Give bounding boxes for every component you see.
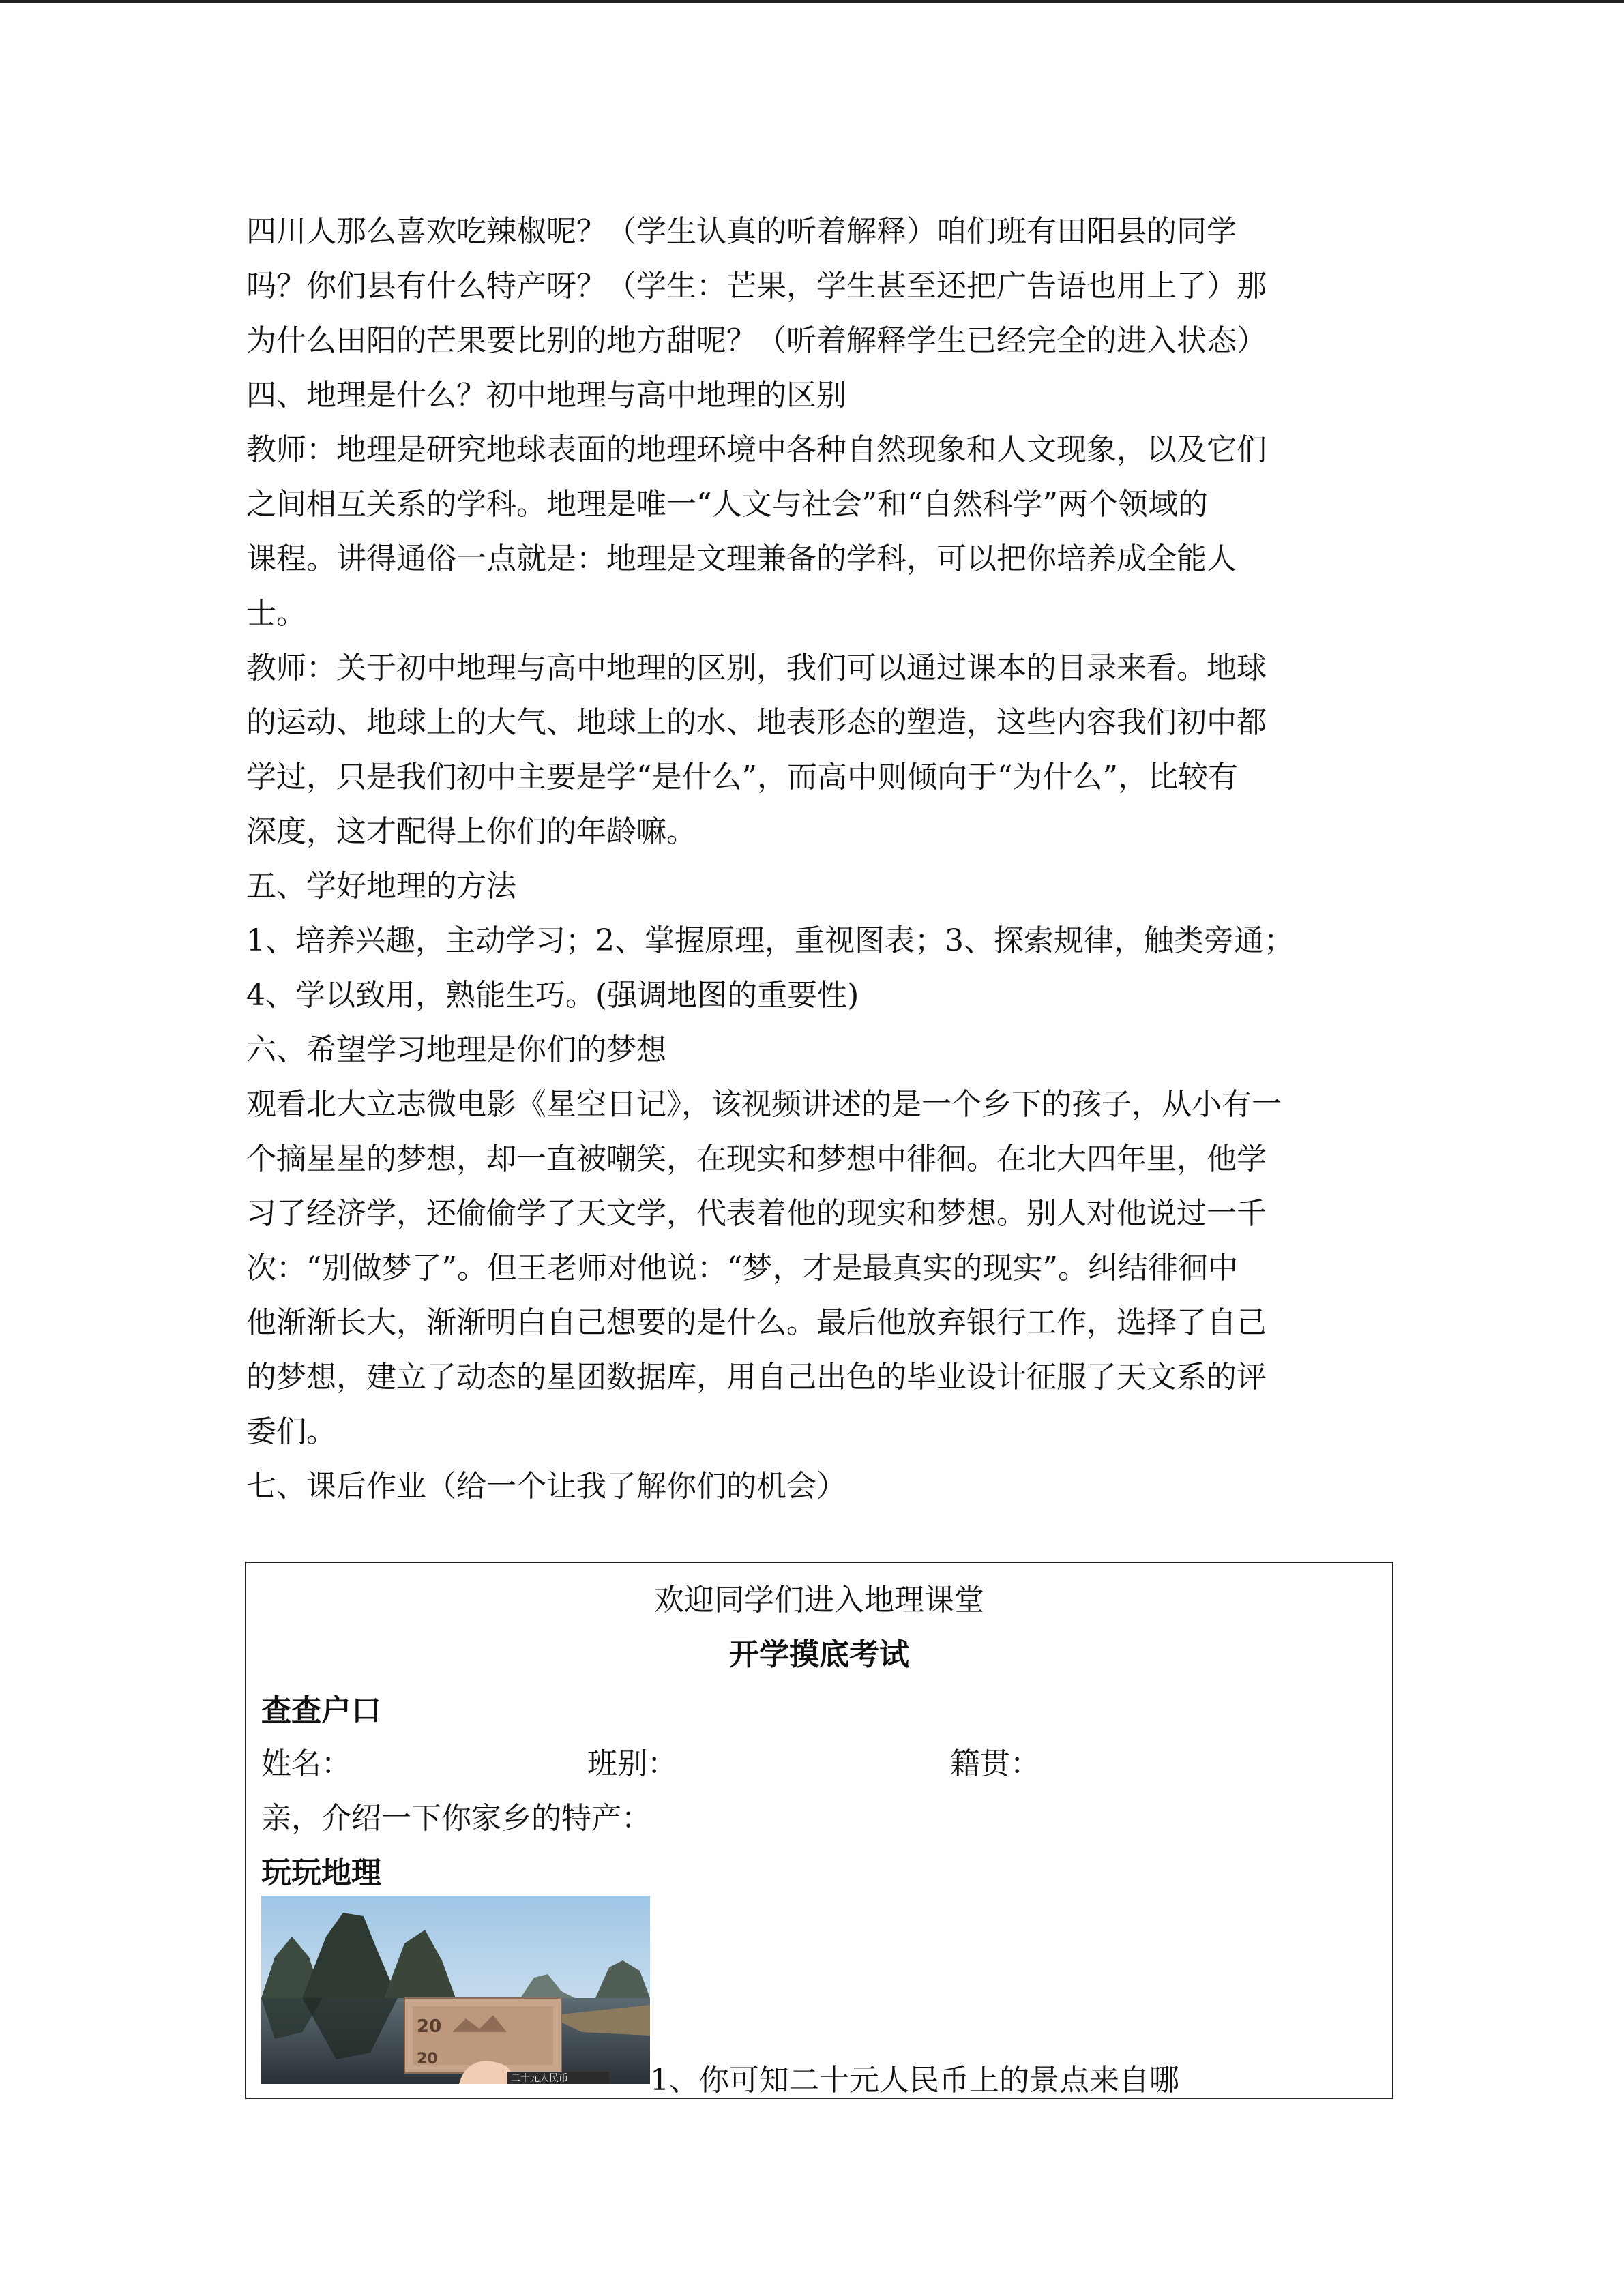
text-line: 教师：地理是研究地球表面的地理环境中各种自然现象和人文现象，以及它们	[246, 432, 1267, 467]
page-top-border	[0, 0, 1624, 3]
text-line: 习了经济学，还偷偷学了天文学，代表着他的现实和梦想。别人对他说过一千	[246, 1196, 1267, 1231]
worksheet-welcome: 欢迎同学们进入地理课堂	[654, 1583, 984, 1617]
text-line: 次：“别做梦了”。但王老师对他说：“梦，才是最真实的现实”。纠结徘徊中	[246, 1251, 1238, 1285]
text-line: 深度，这才配得上你们的年龄嘛。	[246, 814, 696, 849]
paragraph	[246, 1023, 1392, 1077]
text-line: 1、培养兴趣，主动学习；2、掌握原理，重视图表；3、探索规律，触类旁通；	[246, 923, 1294, 958]
specialty-prompt: 亲，介绍一下你家乡的特产：	[261, 1801, 651, 1836]
text-line: 委们。	[246, 1414, 336, 1449]
hometown-field-label: 籍贯：	[950, 1746, 1040, 1781]
class-field-label: 班别：	[587, 1746, 677, 1781]
text-line: 4、学以致用，熟能生巧。(强调地图的重要性)	[246, 978, 859, 1013]
text-line: 观看北大立志微电影《星空日记》，该视频讲述的是一个乡下的孩子，从小有一	[246, 1087, 1282, 1122]
paragraph	[246, 423, 1392, 641]
text-line: 学过，只是我们初中主要是学“是什么”，而高中则倾向于“为什么”，比较有	[246, 760, 1238, 794]
paragraph-container	[246, 205, 1392, 1514]
text-line: 为什么田阳的芒果要比别的地方甜呢？（听着解释学生已经完全的进入状态）	[246, 323, 1267, 358]
text-line: 教师：关于初中地理与高中地理的区别，我们可以通过课本的目录来看。地球	[246, 651, 1267, 685]
worksheet-title: 开学摸底考试	[729, 1637, 909, 1672]
section-heading-registry: 查查户口	[261, 1693, 381, 1728]
banknote-landscape-photo	[261, 1896, 650, 2084]
lesson-text	[246, 205, 1392, 1514]
text-line: 之间相互关系的学科。地理是唯一“人文与社会”和“自然科学”两个领域的	[246, 487, 1208, 522]
text-line: 他渐渐长大，渐渐明白自己想要的是什么。最后他放弃银行工作，选择了自己	[246, 1305, 1267, 1340]
svg-text:20: 20	[417, 2016, 442, 2037]
text-line: 五、学好地理的方法	[246, 869, 516, 904]
exam-worksheet-box	[245, 1562, 1393, 2099]
question-1: 1、你可知二十元人民币上的景点来自哪	[650, 2063, 1179, 2098]
paragraph	[246, 205, 1392, 368]
text-line: 七、课后作业（给一个让我了解你们的机会）	[246, 1469, 846, 1504]
text-line: 的运动、地球上的大气、地球上的水、地表形态的塑造，这些内容我们初中都	[246, 705, 1267, 740]
photo-caption: 二十元人民币	[511, 2073, 568, 2084]
text-line: 四川人那么喜欢吃辣椒呢？（学生认真的听着解释）咱们班有田阳县的同学	[246, 214, 1237, 249]
paragraph	[246, 1459, 1392, 1514]
paragraph	[246, 859, 1392, 914]
text-line: 吗？你们县有什么特产呀？（学生：芒果，学生甚至还把广告语也用上了）那	[246, 269, 1267, 303]
text-line: 四、地理是什么？初中地理与高中地理的区别	[246, 378, 846, 413]
paragraph	[246, 914, 1392, 1023]
text-line: 课程。讲得通俗一点就是：地理是文理兼备的学科，可以把你培养成全能人	[246, 541, 1237, 576]
text-line: 个摘星星的梦想，却一直被嘲笑，在现实和梦想中徘徊。在北大四年里，他学	[246, 1142, 1267, 1176]
text-line: 士。	[246, 596, 306, 631]
name-field-label: 姓名：	[261, 1746, 351, 1781]
paragraph	[246, 641, 1392, 859]
text-line: 的梦想，建立了动态的星团数据库，用自己出色的毕业设计征服了天文系的评	[246, 1360, 1267, 1395]
text-line: 六、希望学习地理是你们的梦想	[246, 1032, 666, 1067]
svg-text:20: 20	[417, 2051, 438, 2068]
paragraph	[246, 368, 1392, 423]
paragraph	[246, 1077, 1392, 1459]
section-heading-geography-play: 玩玩地理	[261, 1855, 381, 1890]
